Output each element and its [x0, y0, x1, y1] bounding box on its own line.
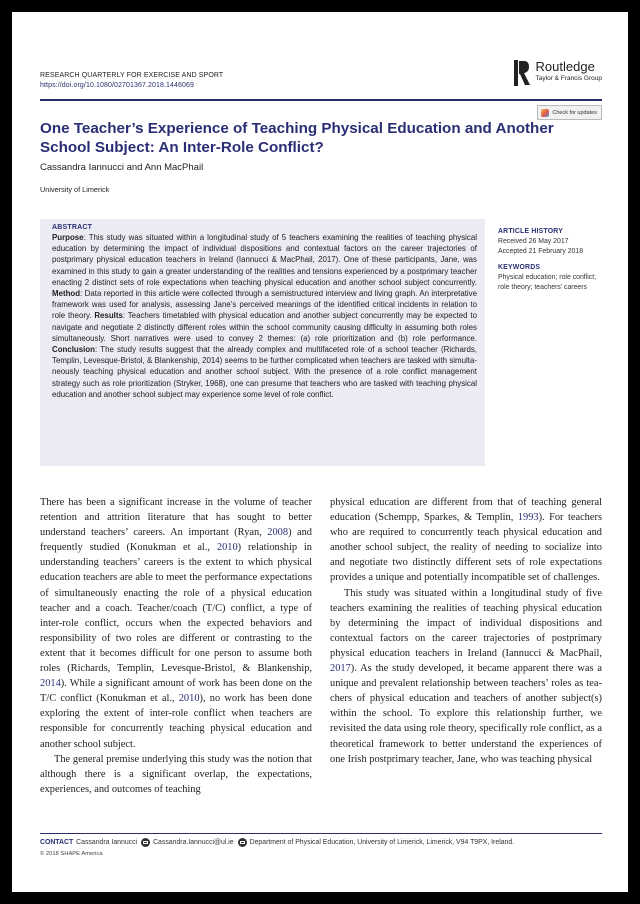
header-divider [40, 99, 602, 101]
body-text: There has been a significant increase in the volume of teacher retention and attrition literature that has sought to better understand teachers’ careers. An important (Ryan, [40, 497, 312, 539]
body-text: ). For teachers who are required to concurrently teach physical education and another school subject, the reality of needing to socialize into and negotiate two distinctly different sets of role expectations provides a unique and potentially incompatible set of challenges. [330, 512, 602, 584]
body-paragraph [330, 495, 602, 586]
accepted-date: Accepted 21 February 2018 [498, 248, 584, 255]
contact-label: CONTACT [40, 839, 74, 846]
contact-email[interactable]: Cassandra.Iannucci@ul.ie [153, 839, 234, 846]
contact-address: Department of Physical Education, University of Limerick, Limerick, V94 T9PX, Ireland. [249, 839, 515, 846]
journal-name: RESEARCH QUARTERLY FOR EXERCISE AND SPORT [40, 72, 224, 79]
body-text: ) and frequently studied (Konukman et al., [40, 527, 313, 554]
body-text: physical education are different from that of teaching general education (Schempp, Sparkes, & Templin, [330, 497, 602, 524]
purpose-label: Purpose [52, 233, 84, 242]
footer-divider [40, 833, 602, 834]
publisher-logo [514, 60, 602, 86]
article-history-heading: ARTICLE HISTORY [498, 228, 564, 235]
body-column-left [40, 495, 312, 797]
body-text: ). While a significant amount of work has been done on the T/C conflict (Konukman et al., [40, 678, 312, 705]
citation-link[interactable]: 2017 [330, 663, 351, 675]
body-text: ), no work has been done exploring the extent of inter-role conflict when teachers are responsible for concurrently teaching physical education and another school subject. [40, 693, 312, 750]
method-text: : Data reported in this article were collected through a semistructured interview and living graph. An interpretative framework was used for analysis, assessing Jane’s perceived meanings of the identified critical incidents in relation to role theory. [52, 289, 477, 321]
abstract-heading: ABSTRACT [52, 224, 93, 231]
citation-link[interactable]: 2014 [40, 678, 61, 690]
article-page [12, 12, 628, 892]
body-paragraph: The general premise underlying this study was the notion that although there is a significant overlap, the expectations, experiences, and outcomes of teaching [40, 753, 312, 795]
publisher-group: Taylor & Francis Group [535, 75, 602, 82]
keywords-heading: KEYWORDS [498, 264, 541, 271]
address-icon [238, 838, 247, 847]
body-text: ). As the study developed, it became apparent there was a unique and prevalent relationship between teachers’ roles as teachers of physical education and teachers of another subject(s) within the school. To explore this relationship further, we revisited the data using role theory, specifically role conflict, as a theoretical framework to better understand the experiences of one Irish postprimary teacher, Jane, who was teaching physical [330, 663, 602, 765]
conclusion-label: Conclusion [52, 345, 95, 355]
copyright: © 2018 SHAPE America [40, 851, 103, 857]
received-date: Received 26 May 2017 [498, 238, 569, 245]
article-title: One Teacher’s Experience of Teaching Physical Education and Another School Subject: An Inter-Role Conflict? [40, 120, 554, 156]
citation-link[interactable]: 2008 [267, 527, 289, 539]
results-text: : Teachers timetabled with physical education and another subject concurrently may be expected to navigate and negotiate 2 distinctly different roles within the school community causing difficulty in assuming both roles simultaneously. Short narratives were used to convey 2 themes: (a) role prioritization and (b) role performance. [52, 311, 477, 343]
keywords-list: Physical education; role conflict; role theory; teachers’ careers [498, 274, 597, 291]
email-icon [141, 838, 150, 847]
article-sidebar [498, 227, 608, 293]
article-affiliation: University of Limerick [40, 185, 110, 194]
results-label: Results [94, 311, 123, 321]
body-text: ) relationship in understanding teachers’ careers is the extent to which physical education teachers are able to meet the performance expectations of simultaneously enacting the role of a physical education teacher and a coach. Teacher/coach (T/C) conflict, a type of inter-role conflict, occurs when the expected behaviors and responsibility of two roles are different or contrasting to the extent that it becomes difficult for one person to assume both roles (Richards, Templin, Levesque-Bristol, & Blankenship, [40, 542, 313, 675]
crossmark-icon [541, 109, 549, 117]
conclusion-text: : The study results suggest that the already complex and multifaceted role of a school teacher (Richards, Templin, Levesque-Bristol, & Blankenship, 2014) seems to be further complicated when teachers are tasked with simultaneously teaching physical education and another school subject. With the presence of a role conflict management strategy such as role prioritization (Stryker, 1968), one can presume that teachers who are tasked with teaching physical education and another school subject may experience some level of role conflict. [52, 345, 477, 399]
routledge-r-icon [514, 60, 530, 86]
abstract-box [40, 219, 485, 466]
article-authors: Cassandra Iannucci and Ann MacPhail [40, 162, 204, 173]
body-column-right [330, 495, 602, 767]
method-label: Method [52, 289, 81, 299]
body-text: This study was situated within a longitudinal study of five teachers examining the realities of teaching physical education by determining the impact of individual dispositions and contextual factors on the career trajectories of postprimary physical education teachers in Ireland (Iannucci & MacPhail, [330, 587, 602, 659]
abstract-text [52, 232, 477, 400]
citation-link[interactable]: 1993 [517, 512, 539, 524]
doi-link[interactable]: https://doi.org/10.1080/02701367.2018.1446069 [40, 82, 194, 89]
citation-link[interactable]: 2010 [216, 542, 238, 554]
contact-name: Cassandra Iannucci [76, 839, 138, 846]
check-for-updates-button[interactable] [537, 105, 602, 120]
body-paragraph [330, 586, 602, 767]
contact-line [40, 838, 514, 847]
body-paragraph [40, 495, 312, 752]
citation-link[interactable]: 2010 [178, 693, 200, 705]
journal-header [40, 71, 223, 91]
publisher-name: Routledge [535, 59, 595, 74]
check-for-updates-label: Check for updates [552, 109, 597, 116]
purpose-text: : This study was situated within a longitudinal study of 5 teachers examining the realities of teaching physical education by determining the impact of individual dispositions and contextual factors on the career trajectories of postprimary physical education teachers in Ireland (Iannucci & MacPhail, 2017). One of these participants, Jane, was examined in this study to gain a greater understanding of the realities and tensions experienced by a postprimary teacher enacting 2 distinct sets of role expectations when teaching physical education and another school subject concurrently. [52, 233, 477, 287]
